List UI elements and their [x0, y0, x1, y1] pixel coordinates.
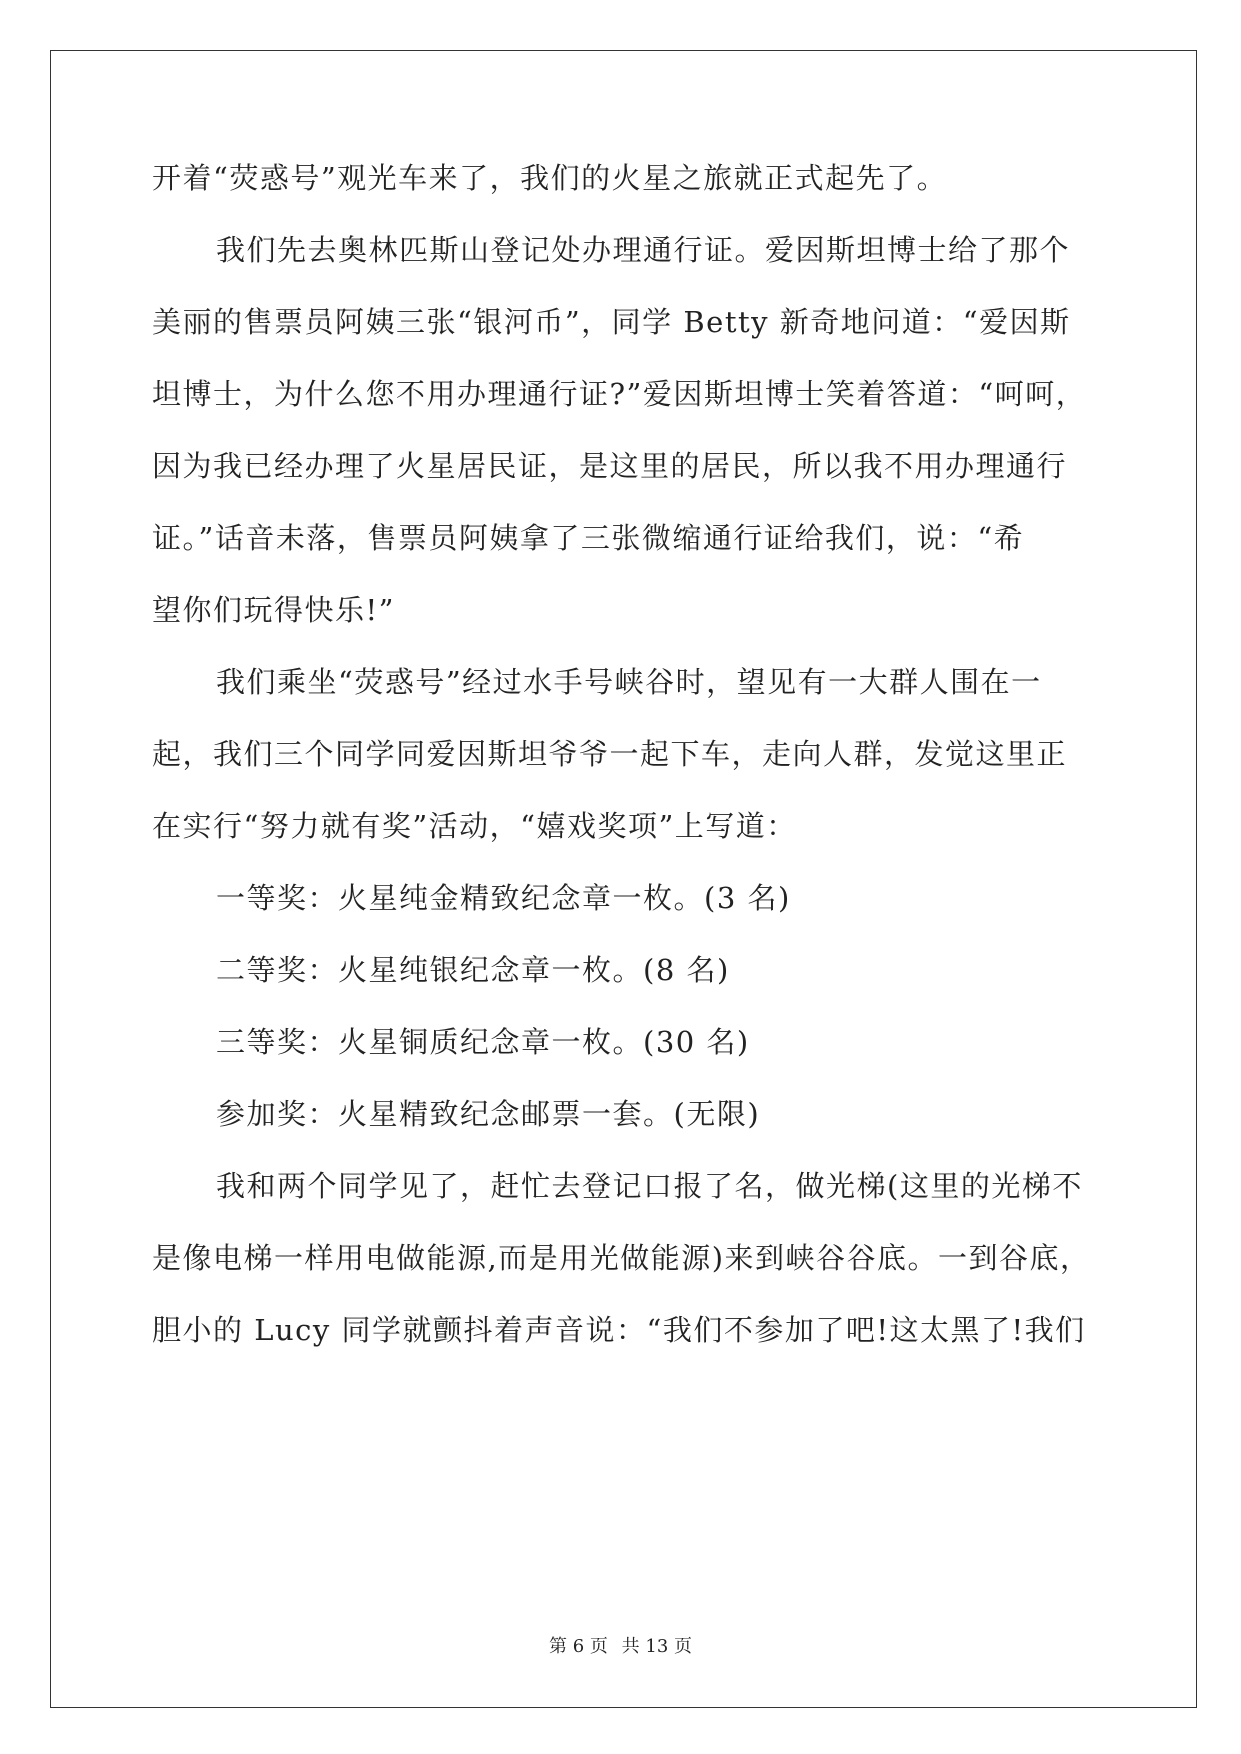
prize-line-participation: 参加奖：火星精致纪念邮票一套。(无限): [216, 1097, 761, 1131]
text-line: 开着“荧惑号”观光车来了，我们的火星之旅就正式起先了。: [152, 161, 948, 195]
prize-line-second: 二等奖：火星纯银纪念章一枚。(8 名): [216, 953, 730, 987]
prize-line-first: 一等奖：火星纯金精致纪念章一枚。(3 名): [216, 881, 791, 915]
paragraph-start-line: 我们乘坐“荧惑号”经过水手号峡谷时，望见有一大群人围在一: [216, 665, 1042, 699]
text-line: 胆小的 Lucy 同学就颤抖着声音说：“我们不参加了吧!这太黑了!我们: [152, 1313, 1086, 1347]
text-line: 起，我们三个同学同爱因斯坦爷爷一起下车，走向人群，发觉这里正: [152, 737, 1068, 771]
text-line: 坦博士，为什么您不用办理通行证?”爱因斯坦博士笑着答道：“呵呵，: [152, 377, 1087, 411]
page-footer: [0, 1632, 1241, 1658]
page-number: 第 6 页: [549, 1636, 608, 1657]
text-line: 因为我已经办理了火星居民证，是这里的居民，所以我不用办理通行: [152, 449, 1068, 483]
text-line: 望你们玩得快乐!”: [152, 593, 395, 627]
paragraph-start-line: 我们先去奥林匹斯山登记处办理通行证。爱因斯坦博士给了那个: [216, 233, 1071, 267]
text-line: 是像电梯一样用电做能源,而是用光做能源)来到峡谷谷底。一到谷底，: [152, 1241, 1091, 1275]
paragraph-start-line: 我和两个同学见了，赶忙去登记口报了名，做光梯(这里的光梯不: [216, 1169, 1083, 1203]
text-line: 美丽的售票员阿姨三张“银河币”，同学 Betty 新奇地问道：“爱因斯: [152, 305, 1071, 339]
prize-line-third: 三等奖：火星铜质纪念章一枚。(30 名): [216, 1025, 750, 1059]
text-line: 在实行“努力就有奖”活动，“嬉戏奖项”上写道：: [152, 809, 797, 843]
text-line: 证。”话音未落，售票员阿姨拿了三张微缩通行证给我们，说：“希: [152, 521, 1025, 555]
page-total: 共 13 页: [621, 1636, 692, 1657]
